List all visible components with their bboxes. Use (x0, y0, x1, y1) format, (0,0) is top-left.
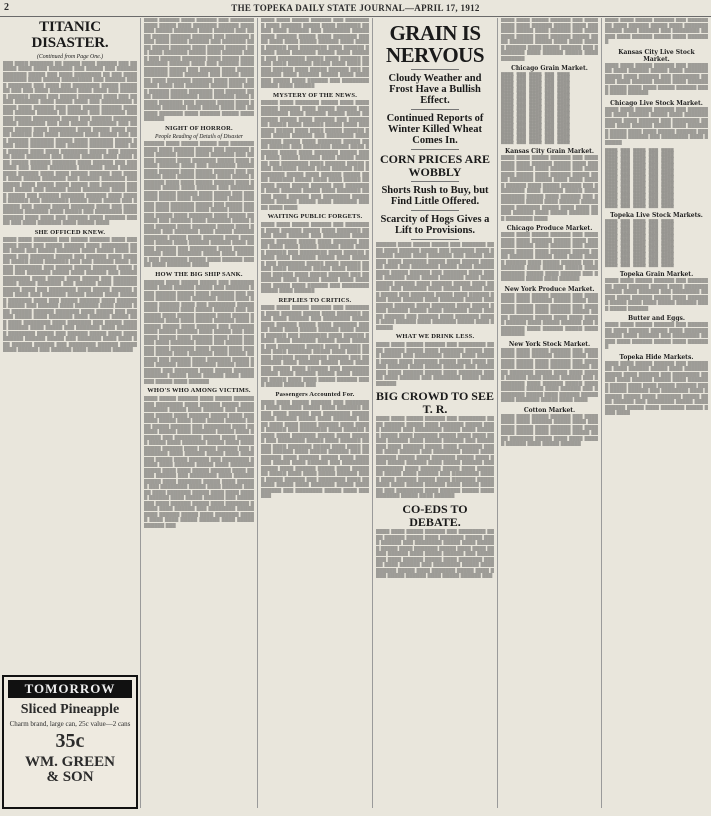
big-crowd-headline: BIG CROWD TO SEE T. R. (376, 389, 494, 416)
article-body-text: ▒▒▒▒ ▒▒▒▒▒▒ ▒▒▒▒ ▒▒▒▒▒▒ ▒▒▒ ▒▒▒▒▒▒▒ ▒▒▒▒ ▒▒▒▒▒ ▒▒▒▒ ▒▒▒▒▒▒▒ ▒▒▒▒▒▒ ▒▒▒▒ ▒▒▒ ▒▒▒▒▒ ▒▒▒▒▒▒▒ ▒▒▒▒ ▒▒▒▒▒▒ ▒▒▒ ▒▒▒▒ ▒▒▒▒▒ ▒▒▒▒▒▒ ▒▒▒▒▒▒ ▒▒▒ ▒▒▒▒▒▒▒ ▒▒▒▒ ▒▒▒▒ ▒▒▒▒▒ ▒▒▒▒▒▒ ▒▒▒ ▒▒▒▒▒▒▒ ▒▒▒▒ ▒▒▒▒▒ ▒▒▒▒▒▒ ▒▒▒▒ ▒▒▒▒▒ ▒▒▒▒▒▒ ▒▒▒ ▒▒▒▒ ▒▒▒▒▒▒▒ ▒▒▒▒▒ ▒▒▒▒ ▒▒▒▒▒▒ ▒▒▒▒ ▒▒▒ ▒▒▒▒▒▒ ▒▒▒▒▒▒▒ ▒▒▒▒ ▒▒▒▒▒ ▒▒▒▒ ▒▒▒▒▒▒▒ ▒▒▒▒▒▒ ▒▒▒▒ ▒▒▒ ▒▒▒▒▒▒ ▒▒▒▒ ▒▒▒▒▒▒▒ ▒▒▒▒▒ ▒▒▒ ▒▒▒▒▒▒ ▒▒▒▒ ▒▒▒▒▒ ▒▒▒▒▒▒▒ ▒▒▒▒ ▒▒▒▒▒▒▒ ▒▒▒ ▒▒▒▒▒ ▒▒▒▒▒▒ ▒▒▒▒ ▒▒▒▒▒▒▒ ▒▒▒▒▒▒ ▒▒▒▒ ▒▒▒▒▒ ▒▒▒▒▒▒ ▒▒▒▒ ▒▒▒ ▒▒▒▒▒▒▒ ▒▒▒▒▒ ▒▒▒▒ ▒▒▒▒ ▒▒▒▒▒▒ ▒▒▒▒▒ ▒▒▒▒▒▒▒ ▒▒▒ ▒▒▒▒▒▒ ▒▒▒▒ ▒▒▒▒▒ ▒▒▒▒▒▒▒▒ ▒▒▒▒ ▒▒▒▒▒▒ ▒▒▒▒ ▒▒▒▒▒ ▒▒▒▒▒▒▒ ▒▒▒ ▒▒▒▒▒▒ ▒▒▒▒▒ ▒▒▒▒ ▒▒▒▒▒▒ ▒▒▒▒▒▒▒ ▒▒▒▒ ▒▒▒▒▒ ▒▒▒▒ ▒▒▒ ▒▒▒▒▒▒ ▒▒▒▒▒▒▒ ▒▒▒▒ ▒▒▒▒▒▒ ▒▒▒▒▒ ▒▒▒▒ ▒▒▒▒▒▒ (144, 18, 254, 122)
article-body-text: ▒▒▒▒▒▒ ▒▒▒▒ ▒▒▒▒▒ ▒▒▒▒▒ ▒▒▒ ▒▒▒▒▒▒▒ ▒▒▒▒ ▒▒▒▒ ▒▒▒▒▒▒ ▒▒▒▒▒ ▒▒▒ ▒▒▒▒▒▒▒ ▒▒▒▒ ▒▒▒▒▒▒ ▒▒▒▒▒ ▒▒▒▒ ▒▒▒▒▒▒▒ ▒▒▒ ▒▒▒▒▒ ▒▒▒▒▒▒ ▒▒▒▒ ▒▒▒▒▒▒▒ ▒▒▒▒▒ ▒▒▒▒ ▒▒▒▒▒ ▒▒▒▒▒▒ ▒▒▒▒ ▒▒▒ ▒▒▒▒▒▒▒▒ ▒▒▒▒▒ ▒▒▒▒ ▒▒▒▒▒▒ ▒▒▒▒ ▒▒▒▒▒ ▒▒▒▒▒▒ ▒▒▒ ▒▒▒▒▒▒▒ ▒▒▒▒ ▒▒▒▒▒ ▒▒▒▒▒▒ ▒▒▒▒ ▒▒▒▒▒ ▒▒▒▒▒▒▒ ▒▒▒▒ ▒▒▒▒ ▒▒▒▒▒ ▒▒▒▒▒▒ ▒▒▒▒ ▒▒▒▒▒▒ ▒▒▒▒▒ ▒▒▒▒ ▒▒▒▒▒▒ ▒▒▒ ▒▒▒▒▒▒▒ ▒▒▒▒ ▒▒▒▒▒ ▒▒▒▒▒▒ ▒▒▒▒ ▒▒▒▒▒ ▒▒▒ ▒▒▒▒▒▒▒ ▒▒▒▒▒ ▒▒▒▒ ▒▒▒▒▒▒ ▒▒▒▒ ▒▒▒▒ ▒▒▒▒▒▒ ▒▒▒▒ ▒▒▒▒▒▒▒ ▒▒▒▒▒ ▒▒▒ ▒▒▒▒▒ ▒▒▒▒▒▒ ▒▒▒▒ ▒▒▒▒▒▒▒ ▒▒▒▒ ▒▒▒▒▒ ▒▒▒▒ ▒▒▒▒▒▒ ▒▒▒▒▒ ▒▒▒▒ ▒▒▒▒▒▒▒ ▒▒▒▒ ▒▒▒▒▒ ▒▒▒▒▒▒ ▒▒▒ ▒▒▒▒▒▒ ▒▒▒▒ ▒▒▒▒▒▒▒ ▒▒▒▒▒ ▒▒▒▒ ▒▒▒▒▒▒ ▒▒▒▒ ▒▒▒▒▒▒▒ ▒▒▒▒▒ ▒▒▒▒ ▒▒▒▒▒▒ ▒▒▒ ▒▒▒▒▒▒▒ ▒▒▒▒ ▒▒▒▒▒ ▒▒▒▒▒▒ ▒▒▒▒▒▒▒ ▒▒▒▒▒ ▒▒▒▒ ▒▒▒▒▒▒ ▒▒▒▒ ▒▒▒▒▒▒▒ ▒▒▒▒▒ ▒▒▒▒ ▒▒▒▒▒▒ ▒▒▒▒▒▒ ▒▒▒▒ ▒▒▒▒▒ ▒▒▒▒▒▒ ▒▒▒ ▒▒▒▒▒▒▒▒ ▒▒▒▒ ▒▒▒▒▒▒ ▒▒▒▒▒ ▒▒▒▒ ▒▒▒▒▒▒▒ ▒▒▒▒▒ ▒▒▒▒ ▒▒▒▒▒▒ ▒▒▒ ▒▒▒▒▒▒▒▒ ▒▒▒▒▒ ▒▒▒▒ ▒▒▒▒▒▒ ▒▒▒▒▒ ▒▒▒▒ ▒▒▒▒▒▒▒ ▒▒▒▒▒ (144, 142, 254, 269)
subhead-what-we-drink: WHAT WE DRINK LESS. (395, 333, 475, 341)
article-body-text: ▒▒▒▒ ▒▒▒▒▒ ▒▒▒▒▒▒ ▒▒▒▒ ▒▒▒▒▒ ▒▒▒▒▒▒ ▒▒▒ ▒▒▒▒▒▒▒▒ ▒▒▒▒ ▒▒▒▒▒▒ ▒▒▒▒▒ ▒▒▒▒ ▒▒▒▒▒▒▒ ▒▒▒▒▒ ▒▒▒▒ ▒▒▒▒▒▒ ▒▒▒ ▒▒▒▒▒▒▒▒ ▒▒▒▒▒ ▒▒▒▒ ▒▒▒▒▒▒ ▒▒▒▒▒ ▒▒▒▒ ▒▒▒▒▒▒▒ ▒▒▒▒▒ ▒▒▒▒ ▒▒▒▒ ▒▒▒▒▒ ▒▒▒▒▒▒ ▒▒▒▒ ▒▒▒▒▒ ▒▒▒▒▒▒ ▒▒▒ ▒▒▒▒▒▒▒▒ ▒▒▒▒ ▒▒▒▒▒▒ ▒▒▒▒▒ ▒▒▒▒ ▒▒▒▒▒▒▒ ▒▒▒▒▒ ▒▒▒▒ ▒▒▒▒▒▒ ▒▒▒ ▒▒▒▒▒▒▒▒ ▒▒▒▒▒ ▒▒▒▒ ▒▒▒▒▒▒ ▒▒▒▒▒ ▒▒▒▒ ▒▒▒▒▒▒▒ ▒▒▒▒▒ ▒▒▒▒ ▒▒▒▒ ▒▒▒▒▒ ▒▒▒▒▒▒ ▒▒▒▒ ▒▒▒▒▒ ▒▒▒▒▒▒ ▒▒▒ ▒▒▒▒▒▒▒▒ ▒▒▒▒ ▒▒▒▒▒▒ ▒▒▒▒▒ ▒▒▒▒ ▒▒▒▒▒▒▒ ▒▒▒▒▒ ▒▒▒▒ ▒▒▒▒▒▒ ▒▒▒ ▒▒▒▒▒▒▒▒ ▒▒▒▒▒ ▒▒▒▒ ▒▒▒▒▒▒ ▒▒▒▒▒ ▒▒▒▒ ▒▒▒▒▒▒▒ ▒▒▒▒▒ ▒▒▒▒ ▒▒▒▒ ▒▒▒▒▒ ▒▒▒▒▒▒ ▒▒▒▒ ▒▒▒▒▒ ▒▒▒▒▒▒ ▒▒▒ ▒▒▒▒▒▒▒▒ ▒▒▒▒ ▒▒▒▒▒▒ ▒▒▒▒▒ ▒▒▒▒ ▒▒▒▒▒▒▒ ▒▒▒▒▒ ▒▒▒▒ ▒▒▒▒▒▒ ▒▒▒ ▒▒▒▒▒▒▒▒ ▒▒▒▒▒ ▒▒▒▒ ▒▒▒▒▒▒ ▒▒▒▒▒ ▒▒▒▒ ▒▒▒▒▒▒▒ ▒▒▒▒▒ ▒▒▒▒ ▒▒▒▒ ▒▒▒▒▒ ▒▒▒▒▒▒ ▒▒▒▒ ▒▒▒▒▒ ▒▒▒▒▒▒ ▒▒▒ ▒▒▒▒▒▒▒▒ ▒▒▒▒ ▒▒▒▒▒▒ ▒▒▒▒▒ ▒▒▒▒ ▒▒▒▒▒▒▒ ▒▒▒▒▒ ▒▒▒▒ ▒▒▒▒▒▒ ▒▒▒ ▒▒▒▒▒▒▒▒ ▒▒▒▒▒ ▒▒▒▒ ▒▒▒▒▒▒ ▒▒▒▒▒ ▒▒▒▒ ▒▒▒▒▒▒▒ ▒▒▒▒▒ ▒▒▒▒ ▒▒▒▒ ▒▒▒▒▒ ▒▒▒▒▒▒ ▒▒▒▒ ▒▒▒▒▒ ▒▒▒▒▒▒ ▒▒▒ (144, 397, 254, 529)
subhead: WAITING PUBLIC FORGETS. (267, 213, 363, 221)
ad-description: Charm brand, large can, 25c value—2 cans (9, 720, 131, 728)
article-body-text: ▒▒▒▒ ▒▒▒▒ ▒▒▒▒▒ ▒▒▒▒▒▒ ▒▒▒ ▒▒▒▒▒▒▒▒ ▒▒▒▒ ▒▒▒▒▒▒ ▒▒▒▒▒ ▒▒▒▒ ▒▒▒▒▒▒▒ ▒▒▒▒▒ ▒▒▒▒ ▒▒▒▒▒▒ ▒▒▒ ▒▒▒▒▒▒▒▒ ▒▒▒▒▒ ▒▒▒▒ ▒▒▒▒▒▒ ▒▒▒▒▒ ▒▒▒▒ ▒▒▒▒▒▒▒ ▒▒▒▒▒ ▒▒▒▒ ▒▒▒▒ ▒▒▒▒▒ ▒▒▒▒▒▒ ▒▒▒▒ ▒▒▒▒▒ ▒▒▒▒▒▒ ▒▒▒ ▒▒▒▒▒▒▒▒ ▒▒▒▒ ▒▒▒▒▒▒ ▒▒▒▒▒ ▒▒▒▒ ▒▒▒▒▒▒▒ ▒▒▒▒▒ ▒▒▒▒ ▒▒▒▒▒▒ ▒▒▒ ▒▒▒▒▒▒▒▒ ▒▒▒▒▒ ▒▒▒▒ ▒▒▒▒▒▒ (376, 343, 494, 387)
headline-deck: Scarcity of Hogs Gives a Lift to Provisions. (380, 214, 490, 237)
article-body-text: ▒▒▒▒▒ ▒▒▒▒ ▒▒▒▒▒▒▒ ▒▒▒▒▒ ▒▒▒▒ ▒▒▒▒ ▒▒▒▒▒ ▒▒▒▒▒▒ ▒▒▒▒ ▒▒▒▒▒ ▒▒▒▒▒▒ ▒▒▒ ▒▒▒▒▒▒▒▒ ▒▒▒▒ ▒▒▒▒▒▒ ▒▒▒▒▒ ▒▒▒▒ ▒▒▒▒▒▒▒ ▒▒▒▒▒ ▒▒▒▒ ▒▒▒▒▒▒ ▒▒▒ ▒▒▒▒▒▒▒▒ ▒▒▒▒▒ ▒▒▒▒ ▒▒▒▒▒▒ ▒▒▒▒▒ ▒▒▒▒ ▒▒▒▒▒▒▒ ▒▒▒▒▒ ▒▒▒▒ ▒▒▒▒ ▒▒▒▒▒ ▒▒▒▒▒▒ ▒▒▒▒ ▒▒▒▒▒ ▒▒▒▒▒▒ ▒▒▒ ▒▒▒▒▒▒▒▒ ▒▒▒▒ ▒▒▒▒▒▒ ▒▒▒▒▒ ▒▒▒▒ ▒▒▒▒▒▒▒ ▒▒▒▒▒ ▒▒▒▒ ▒▒▒▒▒▒ ▒▒▒ ▒▒▒▒▒▒▒▒ ▒▒▒▒▒ ▒▒▒▒ ▒▒▒▒▒▒ ▒▒▒▒▒ ▒▒▒▒ ▒▒▒▒▒▒▒ ▒▒▒▒▒ ▒▒▒▒ ▒▒▒▒ ▒▒▒▒▒ ▒▒▒▒▒▒ ▒▒▒▒ ▒▒▒▒▒ ▒▒▒▒▒▒ ▒▒▒ ▒▒▒▒▒▒▒▒ ▒▒▒▒ ▒▒▒▒▒▒ ▒▒▒▒▒ ▒▒▒▒ ▒▒▒▒▒▒▒ ▒▒▒▒▒ ▒▒▒▒ ▒▒▒▒▒▒ ▒▒▒ ▒▒▒▒▒▒▒▒ ▒▒▒▒▒ ▒▒▒▒ ▒▒▒▒▒▒ ▒▒▒▒▒ ▒▒▒▒ ▒▒▒▒▒▒▒ ▒▒▒▒▒ ▒▒▒▒ ▒▒▒▒ ▒▒▒▒▒ ▒▒▒▒▒▒ ▒▒▒▒ ▒▒▒▒▒ ▒▒▒▒▒▒ ▒▒▒ ▒▒▒▒▒▒▒▒ ▒▒▒▒ ▒▒▒▒▒▒ ▒▒▒▒▒ ▒▒▒▒ ▒▒▒▒▒▒▒ ▒▒▒▒▒ ▒▒▒▒ ▒▒▒▒▒▒ ▒▒▒ ▒▒▒▒▒▒▒▒ ▒▒▒▒▒ ▒▒▒▒ ▒▒▒▒▒▒ ▒▒▒▒▒ ▒▒▒▒ ▒▒▒▒▒▒▒ ▒▒▒▒▒ ▒▒▒▒ ▒▒▒▒ (261, 101, 369, 211)
market-text: ▒▒▒▒ ▒▒▒▒ ▒▒▒▒▒ ▒▒▒▒▒▒ ▒▒▒ ▒▒▒▒▒▒▒▒ ▒▒▒▒ ▒▒▒▒▒▒ ▒▒▒▒▒ ▒▒▒▒ ▒▒▒▒▒▒▒ ▒▒▒▒▒ ▒▒▒▒ ▒▒▒▒▒▒ ▒▒▒ ▒▒▒▒▒▒▒▒ ▒▒▒▒▒ ▒▒▒▒ ▒▒▒▒▒▒ ▒▒▒▒▒ ▒▒▒▒ ▒▒▒▒▒▒▒ ▒▒▒▒▒ ▒▒▒▒ ▒▒▒▒ ▒▒▒▒▒ ▒▒▒▒▒▒ ▒▒▒▒ ▒▒▒▒▒ ▒▒▒▒▒▒ ▒▒▒ ▒▒▒▒▒▒▒▒ ▒▒▒▒ ▒▒▒▒▒▒ ▒▒▒▒▒ ▒▒▒▒ ▒▒▒▒▒▒▒ (501, 293, 598, 337)
article-body-text: ▒▒▒ ▒▒▒▒ ▒▒▒▒▒▒▒ ▒▒ ▒▒▒▒▒ ▒▒▒▒ ▒▒▒▒▒▒ ▒▒▒ ▒▒▒▒▒▒ ▒▒▒▒ ▒▒▒▒ ▒▒▒▒▒▒▒ ▒▒▒ ▒▒▒▒▒ ▒▒▒ ▒▒▒▒▒▒ ▒▒▒▒▒▒▒ ▒▒▒▒▒ ▒▒▒ ▒▒▒▒ ▒▒▒▒▒▒▒▒ ▒▒ ▒▒▒ ▒▒▒▒ ▒▒▒▒▒▒▒ ▒▒▒▒ ▒▒▒▒▒ ▒▒▒▒▒▒▒▒▒ ▒▒▒ ▒▒▒▒▒▒ ▒▒▒▒ ▒▒▒▒▒▒▒ ▒▒▒ ▒▒▒▒ ▒▒▒ ▒▒▒▒▒▒▒▒ ▒▒▒▒▒ ▒▒▒▒▒▒▒ ▒▒▒ ▒▒▒ ▒▒▒▒ ▒▒▒▒▒▒▒▒ ▒▒▒▒ ▒▒▒▒ ▒▒▒ ▒▒▒▒▒▒ ▒▒▒▒▒▒ ▒▒▒▒▒ ▒▒▒ ▒▒▒▒▒ ▒▒▒▒▒▒▒ ▒▒▒▒ ▒▒▒ ▒▒▒▒▒ ▒▒▒▒▒▒▒ ▒▒▒▒ ▒▒▒▒▒ ▒▒▒▒ ▒▒▒ ▒▒▒▒▒▒▒▒▒ ▒▒▒▒▒ ▒▒▒▒ ▒▒▒▒▒▒ ▒▒▒ ▒▒▒▒ ▒▒▒▒▒ ▒▒▒▒▒▒ ▒▒▒▒ ▒▒▒ ▒▒▒▒▒▒ ▒▒▒▒▒▒ ▒▒ ▒▒▒▒▒▒ ▒▒▒ ▒▒▒▒▒▒▒ ▒▒▒ ▒▒▒ ▒▒▒▒▒ ▒▒▒▒▒▒▒▒ ▒▒▒▒▒ ▒▒▒ ▒▒▒▒▒▒ ▒▒▒▒▒▒▒ ▒▒▒▒ ▒▒▒▒▒▒▒▒ ▒▒▒ ▒▒▒ ▒▒▒▒▒ ▒▒▒▒▒▒▒▒ ▒▒▒ ▒▒▒▒▒ ▒▒▒▒▒ ▒▒▒▒ ▒▒▒▒▒▒▒▒ ▒▒▒▒ ▒▒▒▒▒ ▒▒▒▒ ▒▒▒▒▒ ▒▒▒▒▒▒ ▒▒▒ ▒▒▒▒ ▒▒▒▒▒▒▒ ▒▒▒▒ ▒▒▒▒▒ ▒▒▒ ▒▒▒ ▒▒▒▒▒▒ ▒▒▒▒▒▒▒ ▒▒▒▒▒ ▒▒▒▒ ▒▒▒▒▒▒▒ ▒▒▒▒▒ ▒▒▒▒ ▒▒▒▒ ▒▒▒▒▒▒▒ ▒▒▒ ▒▒▒▒▒▒ ▒▒▒▒▒▒▒ ▒▒▒▒ ▒▒▒ ▒▒▒▒▒▒ ▒▒▒▒ ▒▒▒▒ ▒▒▒▒▒▒▒▒ ▒▒▒▒▒ ▒▒▒ ▒▒▒▒▒▒▒ ▒▒▒▒ ▒▒▒▒▒▒▒ ▒▒▒ ▒▒▒▒▒ ▒▒▒▒▒▒ ▒▒▒▒ ▒▒▒▒ ▒▒▒ ▒▒▒▒▒ ▒▒▒▒▒▒ ▒▒▒▒▒▒▒ ▒▒▒▒ ▒▒▒▒▒▒ ▒▒▒ ▒▒▒▒▒▒▒ ▒▒▒ ▒▒▒▒▒ ▒▒▒▒▒▒▒▒ ▒▒▒▒▒▒▒ ▒▒▒▒ ▒▒▒▒▒ ▒▒▒▒ ▒▒▒▒▒▒ ▒▒▒▒ ▒▒▒▒ ▒▒▒▒▒ ▒▒▒▒▒▒ ▒▒▒ ▒▒▒▒▒ ▒▒▒▒ ▒▒▒▒▒ ▒▒▒▒▒▒▒ ▒▒▒ ▒▒▒▒▒▒ ▒▒▒▒▒▒▒ ▒▒▒▒▒▒▒▒ ▒▒▒▒ ▒▒▒▒▒ ▒▒▒▒ ▒▒▒▒▒ ▒▒▒ ▒▒▒▒▒▒▒ ▒▒▒▒▒▒ ▒▒▒▒▒ ▒▒▒ ▒▒▒▒▒▒ ▒▒▒▒ ▒▒▒▒▒▒▒▒ ▒▒▒▒ ▒▒▒▒ ▒▒▒▒▒ ▒▒▒ ▒▒▒▒▒▒ ▒▒▒▒▒▒▒ ▒▒▒▒▒▒ ▒▒▒▒ ▒▒▒▒▒ ▒▒▒▒▒▒ ▒▒▒ ▒▒▒▒▒▒▒▒ ▒▒▒▒▒ ▒▒▒▒ ▒▒▒▒▒ ▒▒▒ ▒▒▒▒▒▒ ▒▒▒ ▒▒▒▒▒ ▒▒▒▒▒ ▒▒▒▒▒▒▒ ▒▒▒▒ ▒▒▒ ▒▒▒▒ ▒▒▒▒▒▒ ▒▒▒▒▒▒▒ ▒▒▒▒ ▒▒▒▒▒ ▒▒▒ ▒▒▒▒▒▒▒▒ ▒▒▒▒ ▒▒▒▒▒▒ ▒▒▒▒ ▒▒▒▒ ▒▒▒ ▒▒▒▒▒▒ ▒▒▒▒ ▒▒▒▒▒▒ ▒▒▒▒▒ ▒▒▒ ▒▒▒▒ ▒▒▒▒▒▒▒ ▒▒▒▒ ▒▒▒▒▒ ▒▒▒▒ (3, 61, 137, 227)
market-heading: Chicago Grain Market. (511, 65, 588, 72)
article-body-text: ▒▒▒▒ ▒▒▒▒ ▒▒▒▒▒ ▒▒▒▒▒▒ ▒▒▒ ▒▒▒▒▒▒▒▒ ▒▒▒▒ ▒▒▒▒▒▒ ▒▒▒▒▒ ▒▒▒▒ ▒▒▒▒▒▒▒ ▒▒▒▒▒ ▒▒▒▒ ▒▒▒▒▒▒ ▒▒▒ ▒▒▒▒▒▒▒▒ ▒▒▒▒▒ ▒▒▒▒ ▒▒▒▒▒▒ ▒▒▒▒▒ ▒▒▒▒ ▒▒▒▒▒▒▒ ▒▒▒▒▒ ▒▒▒▒ ▒▒▒▒ ▒▒▒▒▒ ▒▒▒▒▒▒ ▒▒▒▒ ▒▒▒▒▒ ▒▒▒▒▒▒ ▒▒▒ ▒▒▒▒▒▒▒▒ ▒▒▒▒ ▒▒▒▒▒▒ ▒▒▒▒▒ ▒▒▒▒ ▒▒▒▒▒▒▒ ▒▒▒▒▒ ▒▒▒▒ ▒▒▒▒▒▒ ▒▒▒ ▒▒▒▒▒▒▒▒ ▒▒▒▒▒ ▒▒▒▒ ▒▒▒▒▒▒ ▒▒▒▒▒ ▒▒▒▒ ▒▒▒▒▒▒▒ ▒▒▒▒▒ ▒▒▒▒ ▒▒▒▒ ▒▒▒▒▒ ▒▒▒▒▒▒ ▒▒▒▒ ▒▒▒▒▒ ▒▒▒▒▒▒ ▒▒▒ ▒▒▒▒▒▒▒▒ ▒▒▒▒ ▒▒▒▒▒▒ ▒▒▒▒▒ ▒▒▒▒ ▒▒▒▒▒▒▒ ▒▒▒▒▒ ▒▒▒▒ ▒▒▒▒▒▒ ▒▒▒ ▒▒▒▒▒▒▒▒ ▒▒▒▒▒ ▒▒▒▒ ▒▒▒▒▒▒ (261, 18, 369, 89)
subhead: SHE OFFICED KNEW. (34, 228, 106, 236)
column-2 (141, 18, 257, 808)
divider (411, 181, 458, 182)
market-heading: Cotton Market. (523, 406, 576, 414)
market-heading: Topeka Hide Markets. (619, 353, 694, 361)
subhead: REPLIES TO CRITICS. (278, 296, 352, 304)
article-body-text: ▒▒▒▒ ▒▒▒▒ ▒▒▒▒▒▒▒ ▒▒▒ ▒▒▒▒▒ ▒▒▒▒▒▒ ▒▒▒▒ ▒▒▒▒▒▒▒ ▒▒▒▒ ▒▒▒ ▒▒▒▒▒ ▒▒▒▒▒▒ ▒▒▒▒ ▒▒▒▒▒▒▒▒ ▒▒▒▒ ▒▒▒▒ ▒▒▒ ▒▒▒▒▒ ▒▒▒▒▒▒▒ ▒▒▒▒ ▒▒▒▒▒ ▒▒▒▒ ▒▒▒▒▒▒ ▒▒▒ ▒▒▒▒▒▒▒ ▒▒▒▒▒ ▒▒▒ ▒▒▒▒▒▒ ▒▒▒▒ ▒▒▒▒▒▒ ▒▒▒▒▒ ▒▒▒▒ ▒▒▒▒▒▒▒ ▒▒▒ ▒▒▒ ▒▒▒▒▒▒ ▒▒▒▒ ▒▒▒▒▒ ▒▒▒▒▒▒▒▒ ▒▒▒ ▒▒▒▒▒ ▒▒▒▒▒ ▒▒▒▒▒▒▒ ▒▒▒▒ ▒▒▒▒ ▒▒▒ ▒▒▒▒▒▒▒ ▒▒▒▒▒ ▒▒▒▒ ▒▒▒▒▒▒ ▒▒▒ ▒▒▒▒▒ ▒▒▒▒▒▒▒▒ ▒▒▒▒ ▒▒▒▒▒ ▒▒▒▒ ▒▒▒▒▒ ▒▒▒ ▒▒▒▒▒▒▒ ▒▒▒▒ ▒▒▒▒▒ ▒▒▒▒▒▒▒ ▒▒▒ ▒▒▒▒▒▒ ▒▒▒▒ ▒▒▒▒▒▒▒ ▒▒▒▒▒ ▒▒▒▒ ▒▒▒ ▒▒▒▒▒▒▒▒ ▒▒▒▒ ▒▒▒▒▒ ▒▒▒▒▒▒ ▒▒▒▒ ▒▒▒▒ ▒▒▒ ▒▒▒▒▒▒▒ ▒▒▒▒▒ ▒▒▒▒▒ ▒▒▒▒ ▒▒▒▒▒▒ ▒▒▒▒▒▒▒ ▒▒▒▒ ▒▒▒ ▒▒▒▒▒ ▒▒▒▒▒▒ ▒▒▒▒ ▒▒▒▒▒▒▒ ▒▒▒▒▒ ▒▒▒ ▒▒▒▒▒▒ ▒▒▒▒ ▒▒▒▒▒▒▒ ▒▒▒▒ ▒▒▒▒▒ ▒▒▒ ▒▒▒▒▒▒ ▒▒▒▒▒▒ ▒▒▒▒▒▒▒ ▒▒▒▒ ▒▒▒▒▒ ▒▒▒ ▒▒▒▒▒▒ ▒▒▒▒▒ ▒▒▒▒ ▒▒▒▒▒▒▒ ▒▒▒▒ ▒▒▒▒▒▒ ▒▒▒▒▒ ▒▒▒ ▒▒▒▒ ▒▒▒▒▒▒▒▒ ▒▒▒▒ ▒▒▒▒▒▒▒ ▒▒▒ ▒▒▒▒▒ ▒▒▒▒▒ ▒▒▒▒▒▒ ▒▒▒▒ ▒▒▒▒▒ ▒▒▒ ▒▒▒▒▒▒▒ ▒▒▒▒ ▒▒▒▒▒▒▒ ▒▒▒▒▒▒▒▒ ▒▒▒▒▒ ▒▒▒ ▒▒▒▒▒▒ ▒▒▒▒▒ ▒▒▒▒ ▒▒▒▒ ▒▒▒▒▒▒ ▒▒▒▒▒▒ ▒▒▒▒▒ ▒▒▒ ▒▒▒▒▒▒▒ ▒▒▒▒ ▒▒▒▒ ▒▒▒ ▒▒▒▒▒▒ ▒▒▒▒▒▒ ▒▒▒ ▒▒▒▒▒▒▒▒ ▒▒▒▒▒▒ ▒▒▒▒▒ ▒▒▒▒ ▒▒▒▒▒▒ ▒▒▒ ▒▒▒▒▒▒ ▒▒▒▒ ▒▒▒▒▒▒▒ ▒▒▒▒▒▒ (3, 238, 137, 354)
subhead-deck: People Reading of Details of Disaster (154, 134, 244, 141)
column-5 (498, 18, 601, 808)
article-body-text: ▒▒▒▒▒▒ ▒▒▒▒ ▒▒▒▒▒ ▒▒▒▒▒ ▒▒▒ ▒▒▒▒▒▒▒ ▒▒▒▒ ▒▒▒▒ ▒▒▒▒▒▒ ▒▒▒▒▒ ▒▒▒ ▒▒▒▒▒▒▒ ▒▒▒▒ ▒▒▒▒▒▒ ▒▒▒▒▒ ▒▒▒▒ ▒▒▒▒▒▒▒ ▒▒▒ ▒▒▒▒▒ ▒▒▒▒▒▒ ▒▒▒▒ ▒▒▒▒▒▒▒ ▒▒▒▒▒ ▒▒▒▒ ▒▒▒▒▒ ▒▒▒▒▒▒ ▒▒▒▒ ▒▒▒ ▒▒▒▒▒▒▒▒ ▒▒▒▒▒ ▒▒▒▒ ▒▒▒▒▒▒ ▒▒▒▒ ▒▒▒▒▒ ▒▒▒▒▒▒ ▒▒▒ ▒▒▒▒▒▒▒ ▒▒▒▒ ▒▒▒▒▒ ▒▒▒▒▒▒ ▒▒▒▒ ▒▒▒▒▒ ▒▒▒▒▒▒▒ ▒▒▒▒ ▒▒▒▒ ▒▒▒▒▒ ▒▒▒▒▒▒ ▒▒▒▒ ▒▒▒▒▒▒ ▒▒▒▒▒ ▒▒▒▒ ▒▒▒▒▒▒ ▒▒▒ ▒▒▒▒▒▒▒ ▒▒▒▒ ▒▒▒▒▒ ▒▒▒▒▒▒ ▒▒▒▒ ▒▒▒▒▒ ▒▒▒ ▒▒▒▒▒▒▒ ▒▒▒▒▒ ▒▒▒▒ ▒▒▒▒▒▒ ▒▒▒▒ ▒▒▒▒ ▒▒▒▒▒▒ ▒▒▒▒ ▒▒▒▒▒▒▒ ▒▒▒▒▒ ▒▒▒ ▒▒▒▒▒ ▒▒▒▒▒▒ ▒▒▒▒ ▒▒▒▒▒▒▒ ▒▒▒▒ ▒▒▒▒▒ ▒▒▒▒ ▒▒▒▒▒▒ ▒▒▒▒▒ ▒▒▒▒ ▒▒▒▒▒▒▒ ▒▒▒▒ ▒▒▒▒▒ ▒▒▒▒▒▒ ▒▒▒ ▒▒▒▒▒▒ ▒▒▒▒ ▒▒▒▒▒▒▒ ▒▒▒▒▒ ▒▒▒▒ ▒▒▒▒▒▒ ▒▒▒▒ ▒▒▒▒▒▒▒ ▒▒▒▒▒ ▒▒▒▒ ▒▒▒▒▒▒ ▒▒▒ ▒▒▒▒▒▒▒ ▒▒▒▒ ▒▒▒▒▒ ▒▒▒▒▒▒ ▒▒▒▒▒▒▒ ▒▒▒▒▒ ▒▒▒▒ ▒▒▒▒▒▒ ▒▒▒▒ ▒▒▒▒▒▒▒ ▒▒▒▒▒ ▒▒▒▒ ▒▒▒▒▒▒ (144, 280, 254, 385)
market-text: ▒▒▒▒ ▒▒▒▒ ▒▒▒▒▒ ▒▒▒▒▒▒ ▒▒▒ ▒▒▒▒▒▒▒▒ ▒▒▒▒ ▒▒▒▒▒▒ ▒▒▒▒▒ ▒▒▒▒ ▒▒▒▒▒▒▒ ▒▒▒▒▒ ▒▒▒▒ ▒▒▒▒▒▒ ▒▒▒ ▒▒▒▒▒▒▒▒ ▒▒▒▒▒ ▒▒▒▒ ▒▒▒▒▒▒ ▒▒▒▒▒ ▒▒▒▒ ▒▒▒▒▒▒▒ ▒▒▒▒▒ ▒▒▒▒ ▒▒▒▒ ▒▒▒▒▒ ▒▒▒▒▒▒ ▒▒▒▒ ▒▒▒▒▒ ▒▒▒▒▒▒ ▒▒▒ ▒▒▒▒▒▒▒▒ ▒▒▒▒ ▒▒▒▒▒▒ ▒▒▒▒▒ ▒▒▒▒ ▒▒▒▒▒▒▒ ▒▒▒▒▒ ▒▒▒▒ ▒▒▒▒▒▒ ▒▒▒ ▒▒▒▒▒▒▒▒ ▒▒▒▒▒ ▒▒▒▒ ▒▒▒▒▒▒ ▒▒▒▒▒ ▒▒▒▒ ▒▒▒▒▒▒▒ ▒▒▒▒▒ ▒▒▒▒ ▒▒▒▒ ▒▒▒▒▒ ▒▒▒▒▒▒ ▒▒▒▒ ▒▒▒▒▒ ▒▒▒▒▒▒ ▒▒▒ ▒▒▒▒▒▒▒▒ ▒▒▒▒ (501, 156, 598, 222)
subhead-night-of-horror: NIGHT OF HORROR. (165, 124, 233, 132)
market-table: ▒▒▒▒ ▒▒▒ ▒▒▒▒ ▒▒▒ ▒▒▒▒ ▒▒▒▒ ▒▒▒ ▒▒▒▒ ▒▒▒ ▒▒▒▒ ▒▒▒▒ ▒▒▒ ▒▒▒▒ ▒▒▒ ▒▒▒▒ ▒▒▒▒ ▒▒▒ ▒▒▒▒ ▒▒▒ ▒▒▒▒ ▒▒▒▒ ▒▒▒ ▒▒▒▒ ▒▒▒ ▒▒▒▒ ▒▒▒▒ ▒▒▒ ▒▒▒▒ ▒▒▒ ▒▒▒▒ ▒▒▒▒ ▒▒▒ ▒▒▒▒ ▒▒▒ ▒▒▒▒ ▒▒▒▒ ▒▒▒ ▒▒▒▒ ▒▒▒ ▒▒▒▒ (605, 220, 674, 268)
market-text: ▒▒▒▒ ▒▒▒▒ ▒▒▒▒▒ ▒▒▒▒▒▒ ▒▒▒ ▒▒▒▒▒▒▒▒ ▒▒▒▒ ▒▒▒▒▒▒ ▒▒▒▒▒ ▒▒▒▒ ▒▒▒▒▒▒▒ ▒▒▒▒▒ ▒▒▒▒ ▒▒▒▒▒▒ ▒▒▒ ▒▒▒▒▒▒▒▒ ▒▒▒▒▒ ▒▒▒▒ ▒▒▒▒▒▒ ▒▒▒▒▒ ▒▒▒▒ ▒▒▒▒▒▒▒ ▒▒▒▒▒ ▒▒▒▒ ▒▒▒▒ ▒▒▒▒▒ ▒▒▒▒▒▒ ▒▒▒▒ ▒▒▒▒▒ ▒▒▒▒▒▒ (605, 63, 708, 96)
article-body-text: ▒▒▒▒ ▒▒▒▒ ▒▒▒▒▒ ▒▒▒▒▒▒ ▒▒▒ ▒▒▒▒▒▒▒▒ ▒▒▒▒ ▒▒▒▒▒▒ ▒▒▒▒▒ ▒▒▒▒ ▒▒▒▒▒▒▒ ▒▒▒▒▒ ▒▒▒▒ ▒▒▒▒▒▒ ▒▒▒ ▒▒▒▒▒▒▒▒ ▒▒▒▒▒ ▒▒▒▒ ▒▒▒▒▒▒ ▒▒▒▒▒ ▒▒▒▒ ▒▒▒▒▒▒▒ ▒▒▒▒▒ ▒▒▒▒ ▒▒▒▒ ▒▒▒▒▒ ▒▒▒▒▒▒ ▒▒▒▒ ▒▒▒▒▒ ▒▒▒▒▒▒ ▒▒▒ ▒▒▒▒▒▒▒▒ ▒▒▒▒ ▒▒▒▒▒▒ ▒▒▒▒▒ ▒▒▒▒ ▒▒▒▒▒▒▒ ▒▒▒▒▒ ▒▒▒▒ ▒▒▒▒▒▒ ▒▒▒ ▒▒▒▒▒▒▒▒ ▒▒▒▒▒ ▒▒▒▒ ▒▒▒▒▒▒ ▒▒▒▒▒ ▒▒▒▒ ▒▒▒▒▒▒▒ ▒▒▒▒▒ ▒▒▒▒ ▒▒▒▒ ▒▒▒▒▒ ▒▒▒▒▒▒ ▒▒▒▒ ▒▒▒▒▒ ▒▒▒▒▒▒ ▒▒▒ ▒▒▒▒▒▒▒▒ ▒▒▒▒ ▒▒▒▒▒▒ ▒▒▒▒▒ ▒▒▒▒ ▒▒▒▒▒▒▒ ▒▒▒▒▒ ▒▒▒▒ ▒▒▒▒▒▒ ▒▒▒ ▒▒▒▒▒▒▒▒ ▒▒▒▒▒ ▒▒▒▒ ▒▒▒▒▒▒ (261, 223, 369, 295)
market-heading: Chicago Live Stock Market. (610, 99, 703, 107)
corn-prices-headline: CORN PRICES ARE WOBBLY (379, 152, 490, 179)
ad-product: Sliced Pineapple (20, 702, 120, 717)
market-heading: New York Stock Market. (508, 340, 591, 348)
market-text: ▒▒▒▒ ▒▒▒▒ ▒▒▒▒▒ ▒▒▒▒▒▒ ▒▒▒ ▒▒▒▒▒▒▒▒ ▒▒▒▒ ▒▒▒▒▒▒ ▒▒▒▒▒ ▒▒▒▒ ▒▒▒▒▒▒▒ ▒▒▒▒▒ ▒▒▒▒ ▒▒▒▒▒▒ ▒▒▒ ▒▒▒▒▒▒▒▒ ▒▒▒▒▒ ▒▒▒▒ ▒▒▒▒▒▒ ▒▒▒▒▒ ▒▒▒▒ ▒▒▒▒▒▒▒ ▒▒▒▒▒ ▒▒▒▒ ▒▒▒▒ ▒▒▒▒▒ ▒▒▒▒▒▒ ▒▒▒▒ ▒▒▒▒▒ ▒▒▒▒▒▒ ▒▒▒ ▒▒▒▒▒▒▒▒ ▒▒▒▒ ▒▒▒▒▒▒ ▒▒▒▒▒ ▒▒▒▒ ▒▒▒▒▒▒▒ ▒▒▒▒▒ ▒▒▒▒ ▒▒▒▒▒▒ ▒▒▒ ▒▒▒▒▒▒▒▒ ▒▒▒▒▒ ▒▒▒▒ ▒▒▒▒▒▒ ▒▒▒▒▒ ▒▒▒▒ ▒▒▒▒▒▒▒ ▒▒▒▒▒ ▒▒▒▒ ▒▒▒▒ (605, 361, 708, 416)
market-heading: Butter and Eggs. (627, 315, 685, 322)
market-text: ▒▒▒▒ ▒▒▒▒ ▒▒▒▒▒ ▒▒▒▒▒▒ ▒▒▒ ▒▒▒▒▒▒▒▒ ▒▒▒▒ ▒▒▒▒▒▒ ▒▒▒▒▒ ▒▒▒▒ ▒▒▒▒▒▒▒ ▒▒▒▒▒ ▒▒▒▒ ▒▒▒▒▒▒ ▒▒▒ ▒▒▒▒▒▒▒▒ ▒▒▒▒▒ ▒▒▒▒ ▒▒▒▒▒▒ ▒▒▒▒▒ ▒▒▒▒ ▒▒▒▒▒▒▒ ▒▒▒▒▒ ▒▒▒▒ ▒▒▒▒ ▒▒▒▒▒ ▒▒▒▒▒▒ ▒▒▒▒ ▒▒▒▒▒ ▒▒▒▒▒▒ ▒▒▒ ▒▒▒▒▒▒▒▒ ▒▒▒▒ ▒▒▒▒▒▒ (605, 107, 708, 146)
market-table: ▒▒▒▒ ▒▒▒ ▒▒▒▒ ▒▒▒ ▒▒▒▒ ▒▒▒▒ ▒▒▒ ▒▒▒▒ ▒▒▒ ▒▒▒▒ ▒▒▒▒ ▒▒▒ ▒▒▒▒ ▒▒▒ ▒▒▒▒ ▒▒▒▒ ▒▒▒ ▒▒▒▒ ▒▒▒ ▒▒▒▒ ▒▒▒▒ ▒▒▒ ▒▒▒▒ ▒▒▒ ▒▒▒▒ ▒▒▒▒ ▒▒▒ ▒▒▒▒ ▒▒▒ ▒▒▒▒ ▒▒▒▒ ▒▒▒ ▒▒▒▒ ▒▒▒ ▒▒▒▒ ▒▒▒▒ ▒▒▒ ▒▒▒▒ ▒▒▒ ▒▒▒▒ ▒▒▒▒ ▒▒▒ ▒▒▒▒ ▒▒▒ ▒▒▒▒ ▒▒▒▒ ▒▒▒ ▒▒▒▒ ▒▒▒ ▒▒▒▒ (605, 149, 674, 209)
market-text: ▒▒▒▒ ▒▒▒▒ ▒▒▒▒▒ ▒▒▒▒▒▒ ▒▒▒ ▒▒▒▒▒▒▒▒ ▒▒▒▒ ▒▒▒▒▒▒ ▒▒▒▒▒ ▒▒▒▒ ▒▒▒▒▒▒▒ ▒▒▒▒▒ ▒▒▒▒ ▒▒▒▒▒▒ ▒▒▒ ▒▒▒▒▒▒▒▒ ▒▒▒▒▒ ▒▒▒▒ ▒▒▒▒▒▒ ▒▒▒▒▒ ▒▒▒▒ ▒▒▒▒▒▒▒ ▒▒▒▒▒ ▒▒▒▒ ▒▒▒▒ ▒▒▒▒▒ ▒▒▒▒▒▒ ▒▒▒▒ ▒▒▒▒▒ ▒▒▒▒▒▒ ▒▒▒ ▒▒▒▒▒▒▒▒ ▒▒▒▒ ▒▒▒▒▒▒ ▒▒▒▒▒ ▒▒▒▒ ▒▒▒▒▒▒▒ ▒▒▒▒▒ ▒▒▒▒ ▒▒▒▒▒▒ ▒▒▒ ▒▒▒▒▒▒▒▒ ▒▒▒▒▒ ▒▒▒▒ ▒▒▒▒▒▒ (501, 233, 598, 282)
ad-store-name: WM. GREEN (25, 754, 115, 770)
market-heading: New York Produce Market. (504, 285, 595, 293)
co-eds-headline: CO-EDS TO DEBATE. (402, 501, 468, 529)
divider (411, 109, 458, 110)
ad-store-name-2: & SON (46, 769, 94, 785)
divider (411, 239, 458, 240)
market-heading: Topeka Live Stock Markets. (610, 212, 703, 219)
market-heading: Topeka Grain Market. (619, 271, 694, 278)
divider (411, 69, 458, 70)
ad-tomorrow: TOMORROW (8, 680, 132, 698)
article-body-text: ▒▒▒▒ ▒▒▒▒ ▒▒▒▒▒ ▒▒▒▒▒▒ ▒▒▒ ▒▒▒▒▒▒▒▒ ▒▒▒▒ ▒▒▒▒▒▒ ▒▒▒▒▒ ▒▒▒▒ ▒▒▒▒▒▒▒ ▒▒▒▒▒ ▒▒▒▒ ▒▒▒▒▒▒ ▒▒▒ ▒▒▒▒▒▒▒▒ ▒▒▒▒▒ ▒▒▒▒ ▒▒▒▒▒▒ ▒▒▒▒▒ ▒▒▒▒ ▒▒▒▒▒▒▒ ▒▒▒▒▒ ▒▒▒▒ ▒▒▒▒ ▒▒▒▒▒ ▒▒▒▒▒▒ ▒▒▒▒ ▒▒▒▒▒ ▒▒▒▒▒▒ ▒▒▒ ▒▒▒▒▒▒▒▒ ▒▒▒▒ ▒▒▒▒▒▒ ▒▒▒▒▒ ▒▒▒▒ ▒▒▒▒▒▒▒ ▒▒▒▒▒ ▒▒▒▒ ▒▒▒▒▒▒ ▒▒▒ ▒▒▒▒▒▒▒▒ ▒▒▒▒▒ ▒▒▒▒ ▒▒▒▒▒▒ ▒▒▒▒▒ ▒▒▒▒ ▒▒▒▒▒▒▒ ▒▒▒▒▒ ▒▒▒▒ ▒▒▒▒ ▒▒▒▒▒ ▒▒▒▒▒▒ ▒▒▒▒ ▒▒▒▒▒ ▒▒▒▒▒▒ ▒▒▒ ▒▒▒▒▒▒▒▒ ▒▒▒▒ ▒▒▒▒▒▒ ▒▒▒▒▒ ▒▒▒▒ ▒▒▒▒▒▒▒ ▒▒▒▒▒ ▒▒▒▒ ▒▒▒▒▒▒ ▒▒▒ ▒▒▒▒▒▒▒▒ ▒▒▒▒▒ ▒▒▒▒ ▒▒▒▒▒▒ ▒▒▒▒▒ ▒▒▒▒ ▒▒▒▒▒▒▒ ▒▒▒▒▒ ▒▒▒▒ ▒▒▒▒ ▒▒▒▒▒ ▒▒▒▒▒▒ ▒▒▒▒ ▒▒▒▒▒ ▒▒▒▒▒▒ ▒▒▒ ▒▒▒▒▒▒▒▒ ▒▒▒▒ ▒▒▒▒▒▒ ▒▒▒▒▒ ▒▒▒▒ ▒▒▒▒▒▒▒ ▒▒▒▒▒ ▒▒▒▒ ▒▒▒▒▒▒ ▒▒▒ ▒▒▒▒▒▒▒▒ ▒▒▒▒▒ ▒▒▒▒ ▒▒▒▒▒▒ (261, 400, 369, 500)
market-heading: Chicago Produce Market. (506, 225, 593, 232)
divider (411, 149, 458, 150)
continued-note: (Continued from Page One.) (36, 53, 104, 60)
headline-deck: Shorts Rush to Buy, but Find Little Offered. (381, 185, 489, 208)
column-4 (373, 18, 497, 808)
market-table: ▒▒▒▒ ▒▒▒ ▒▒▒▒ ▒▒▒ ▒▒▒▒ ▒▒▒▒ ▒▒▒ ▒▒▒▒ ▒▒▒ ▒▒▒▒ ▒▒▒▒ ▒▒▒ ▒▒▒▒ ▒▒▒ ▒▒▒▒ ▒▒▒▒ ▒▒▒ ▒▒▒▒ ▒▒▒ ▒▒▒▒ ▒▒▒▒ ▒▒▒ ▒▒▒▒ ▒▒▒ ▒▒▒▒ ▒▒▒▒ ▒▒▒ ▒▒▒▒ ▒▒▒ ▒▒▒▒ ▒▒▒▒ ▒▒▒ ▒▒▒▒ ▒▒▒ ▒▒▒▒ ▒▒▒▒ ▒▒▒ ▒▒▒▒ ▒▒▒ ▒▒▒▒ ▒▒▒▒ ▒▒▒ ▒▒▒▒ ▒▒▒ ▒▒▒▒ ▒▒▒▒ ▒▒▒ ▒▒▒▒ ▒▒▒ ▒▒▒▒ ▒▒▒▒ ▒▒▒ ▒▒▒▒ ▒▒▒ ▒▒▒▒ ▒▒▒▒ ▒▒▒ ▒▒▒▒ ▒▒▒ ▒▒▒▒ (501, 73, 570, 145)
market-heading: Kansas City Live Stock Market. (618, 48, 695, 63)
divider (411, 210, 458, 211)
subhead: MYSTERY OF THE NEWS. (272, 91, 358, 99)
article-body-text: ▒▒▒▒ ▒▒▒▒ ▒▒▒▒▒ ▒▒▒▒▒▒ ▒▒▒ ▒▒▒▒▒▒▒▒ ▒▒▒▒ ▒▒▒▒▒▒ ▒▒▒▒▒ ▒▒▒▒ ▒▒▒▒▒▒▒ ▒▒▒▒▒ ▒▒▒▒ ▒▒▒▒▒▒ ▒▒▒ ▒▒▒▒▒▒▒▒ ▒▒▒▒▒ ▒▒▒▒ ▒▒▒▒▒▒ ▒▒▒▒▒ ▒▒▒▒ ▒▒▒▒▒▒▒ ▒▒▒▒▒ ▒▒▒▒ ▒▒▒▒ ▒▒▒▒▒ ▒▒▒▒▒▒ ▒▒▒▒ ▒▒▒▒▒ ▒▒▒▒▒▒ ▒▒▒ ▒▒▒▒▒▒▒▒ ▒▒▒▒ ▒▒▒▒▒▒ ▒▒▒▒▒ ▒▒▒▒ ▒▒▒▒▒▒▒ ▒▒▒▒▒ ▒▒▒▒ ▒▒▒▒▒▒ ▒▒▒ ▒▒▒▒▒▒▒▒ ▒▒▒▒▒ ▒▒▒▒ ▒▒▒▒▒▒ ▒▒▒▒▒ ▒▒▒▒ ▒▒▒▒▒▒▒ ▒▒▒▒▒ ▒▒▒▒ ▒▒▒▒ ▒▒▒▒▒ ▒▒▒▒▒▒ ▒▒▒▒ ▒▒▒▒▒ ▒▒▒▒▒▒ ▒▒▒ (376, 530, 494, 580)
ad-price: 35c (55, 730, 85, 752)
column-6 (602, 18, 711, 808)
article-body-text: ▒▒▒▒ ▒▒▒▒ ▒▒▒▒▒ ▒▒▒▒▒▒ ▒▒▒ ▒▒▒▒▒▒▒▒ ▒▒▒▒ ▒▒▒▒▒▒ ▒▒▒▒▒ ▒▒▒▒ ▒▒▒▒▒▒▒ ▒▒▒▒▒ ▒▒▒▒ ▒▒▒▒▒▒ ▒▒▒ ▒▒▒▒▒▒▒▒ ▒▒▒▒▒ ▒▒▒▒ ▒▒▒▒▒▒ ▒▒▒▒▒ ▒▒▒▒ ▒▒▒▒▒▒▒ ▒▒▒▒▒ ▒▒▒▒ ▒▒▒▒ ▒▒▒▒▒ ▒▒▒▒▒▒ ▒▒▒▒ ▒▒▒▒▒ ▒▒▒▒▒▒ ▒▒▒ ▒▒▒▒▒▒▒▒ ▒▒▒▒ ▒▒▒▒▒▒ ▒▒▒▒▒ ▒▒▒▒ ▒▒▒▒▒▒▒ ▒▒▒▒▒ ▒▒▒▒ ▒▒▒▒▒▒ ▒▒▒ ▒▒▒▒▒▒▒▒ ▒▒▒▒▒ ▒▒▒▒ ▒▒▒▒▒▒ ▒▒▒▒▒ ▒▒▒▒ ▒▒▒▒▒▒▒ ▒▒▒▒▒ ▒▒▒▒ ▒▒▒▒ ▒▒▒▒▒ ▒▒▒▒▒▒ ▒▒▒▒ ▒▒▒▒▒ ▒▒▒▒▒▒ ▒▒▒ ▒▒▒▒▒▒▒▒ ▒▒▒▒ ▒▒▒▒▒▒ ▒▒▒▒▒ ▒▒▒▒ ▒▒▒▒▒▒▒ ▒▒▒▒▒ ▒▒▒▒ ▒▒▒▒▒▒ ▒▒▒ ▒▒▒▒▒▒▒▒ ▒▒▒▒▒ ▒▒▒▒ ▒▒▒▒▒▒ ▒▒▒▒▒ ▒▒▒▒ ▒▒▒▒▒▒▒ ▒▒▒▒▒ ▒▒▒▒ ▒▒▒▒ ▒▒▒▒▒ ▒▒▒▒▒▒ ▒▒▒▒ ▒▒▒▒▒ ▒▒▒▒▒▒ ▒▒▒ (261, 306, 369, 389)
subhead: WHO'S WHO AMONG VICTIMS. (147, 387, 251, 395)
market-text: ▒▒▒▒ ▒▒▒▒ ▒▒▒▒▒ ▒▒▒▒▒▒ ▒▒▒ ▒▒▒▒▒▒▒▒ ▒▒▒▒ ▒▒▒▒▒▒ ▒▒▒▒▒ ▒▒▒▒ ▒▒▒▒▒▒▒ ▒▒▒▒▒ ▒▒▒▒ ▒▒▒▒▒▒ ▒▒▒ ▒▒▒▒▒▒▒▒ ▒▒▒▒▒ ▒▒▒▒ ▒▒▒▒▒▒ ▒▒▒▒▒ ▒▒▒▒ ▒▒▒▒▒▒▒ (605, 323, 708, 350)
market-text: ▒▒▒▒ ▒▒▒▒ ▒▒▒▒▒ ▒▒▒▒▒▒ ▒▒▒ ▒▒▒▒▒▒▒▒ ▒▒▒▒ ▒▒▒▒▒▒ ▒▒▒▒▒ ▒▒▒▒ ▒▒▒▒▒▒▒ ▒▒▒▒▒ ▒▒▒▒ ▒▒▒▒▒▒ ▒▒▒ ▒▒▒▒▒▒▒▒ ▒▒▒▒▒ ▒▒▒▒ ▒▒▒▒▒▒ ▒▒▒▒▒ ▒▒▒▒ ▒▒▒▒▒▒▒ ▒▒▒▒▒ ▒▒▒▒ ▒▒▒▒ ▒▒▒▒▒ ▒▒▒▒▒▒ ▒▒▒▒ ▒▒▒▒▒ ▒▒▒▒▒▒ ▒▒▒ ▒▒▒▒▒▒▒▒ ▒▒▒▒ ▒▒▒▒▒▒ ▒▒▒▒▒ ▒▒▒▒ ▒▒▒▒▒▒▒ ▒▒▒▒▒ ▒▒▒▒ ▒▒▒▒▒▒ ▒▒▒ ▒▒▒▒▒▒▒▒ ▒▒▒▒▒ ▒▒▒▒ ▒▒▒▒▒▒ ▒▒▒▒▒ ▒▒▒▒ ▒▒▒▒▒▒▒ ▒▒▒▒▒ ▒▒▒▒ ▒▒▒▒ (501, 348, 598, 403)
market-text: ▒▒▒▒ ▒▒▒▒ ▒▒▒▒▒ ▒▒▒▒▒▒ ▒▒▒ ▒▒▒▒▒▒▒▒ ▒▒▒▒ ▒▒▒▒▒▒ ▒▒▒▒▒ ▒▒▒▒ ▒▒▒▒▒▒▒ ▒▒▒▒▒ ▒▒▒▒ ▒▒▒▒▒▒ ▒▒▒ ▒▒▒▒▒▒▒▒ ▒▒▒▒▒ ▒▒▒▒ ▒▒▒▒▒▒ ▒▒▒▒▒ ▒▒▒▒ ▒▒▒▒▒▒▒ ▒▒▒▒▒ ▒▒▒▒ ▒▒▒▒ ▒▒▒▒▒ ▒▒▒▒▒▒ ▒▒▒▒ ▒▒▒▒▒ ▒▒▒▒▒▒ (501, 414, 598, 447)
subhead: Passengers Accounted For. (275, 390, 355, 398)
masthead-title: THE TOPEKA DAILY STATE JOURNAL—APRIL 17, 1912 (231, 3, 480, 13)
article-body-text: ▒▒▒▒▒▒ ▒▒▒▒ ▒▒▒▒▒ ▒▒▒▒▒ ▒▒▒ ▒▒▒▒▒▒▒ ▒▒▒▒ ▒▒▒▒ ▒▒▒▒▒▒ ▒▒▒▒▒ ▒▒▒ ▒▒▒▒▒▒▒ ▒▒▒▒ ▒▒▒▒▒▒ ▒▒▒▒▒ ▒▒▒▒ ▒▒▒▒▒▒▒ ▒▒▒ ▒▒▒▒▒ ▒▒▒▒▒▒ ▒▒▒▒ ▒▒▒▒▒▒▒ ▒▒▒▒▒ ▒▒▒▒ ▒▒▒▒▒ ▒▒▒▒▒▒ ▒▒▒▒ ▒▒▒ ▒▒▒▒▒▒▒▒ ▒▒▒▒▒ ▒▒▒▒ ▒▒▒▒▒▒ ▒▒▒▒ ▒▒▒▒▒ ▒▒▒▒▒▒ ▒▒▒ ▒▒▒▒▒▒▒ ▒▒▒▒ ▒▒▒▒▒ ▒▒▒▒▒▒ ▒▒▒▒ ▒▒▒▒▒ ▒▒▒▒▒▒▒ ▒▒▒▒ ▒▒▒▒ ▒▒▒▒▒ ▒▒▒▒▒▒ ▒▒▒▒ ▒▒▒▒▒▒ ▒▒▒▒▒ ▒▒▒▒ ▒▒▒▒▒▒ ▒▒▒ ▒▒▒▒▒▒▒ ▒▒▒▒ ▒▒▒▒▒ ▒▒▒▒▒▒ ▒▒▒▒ ▒▒▒▒▒ ▒▒▒ ▒▒▒▒▒▒▒ ▒▒▒▒▒ ▒▒▒▒ ▒▒▒▒▒▒ ▒▒▒▒ ▒▒▒▒ ▒▒▒▒▒▒ ▒▒▒▒ ▒▒▒▒▒▒▒ ▒▒▒▒▒ ▒▒▒ ▒▒▒▒▒ ▒▒▒▒▒▒ ▒▒▒▒ ▒▒▒▒▒▒▒ ▒▒▒▒ ▒▒▒▒▒ ▒▒▒▒ ▒▒▒▒▒▒ ▒▒▒▒▒ ▒▒▒▒ ▒▒▒▒▒▒▒ ▒▒▒▒ ▒▒▒▒▒ ▒▒▒▒▒▒ ▒▒▒ ▒▒▒▒▒▒ ▒▒▒▒ ▒▒▒▒▒▒▒ ▒▒▒▒▒ ▒▒▒▒ ▒▒▒▒▒▒ ▒▒▒▒ ▒▒▒▒▒▒▒ ▒▒▒▒▒ ▒▒▒▒ ▒▒▒▒▒▒ (376, 243, 494, 331)
headline-deck: Cloudy Weather and Frost Have a Bullish Effect. (388, 73, 482, 107)
article-body-text: ▒▒▒▒ ▒▒▒▒ ▒▒▒▒▒ ▒▒▒▒▒▒ ▒▒▒ ▒▒▒▒▒▒▒▒ ▒▒▒▒ ▒▒▒▒▒▒ ▒▒▒▒▒ ▒▒▒▒ ▒▒▒▒▒▒▒ ▒▒▒▒▒ ▒▒▒▒ ▒▒▒▒▒▒ ▒▒▒ ▒▒▒▒▒▒▒▒ ▒▒▒▒▒ ▒▒▒▒ ▒▒▒▒▒▒ ▒▒▒▒▒ ▒▒▒▒ ▒▒▒▒▒▒▒ ▒▒▒▒▒ ▒▒▒▒ ▒▒▒▒ ▒▒▒▒▒ ▒▒▒▒▒▒ ▒▒▒▒ ▒▒▒▒▒ ▒▒▒▒▒▒ ▒▒▒ ▒▒▒▒▒▒▒▒ ▒▒▒▒ ▒▒▒▒▒▒ ▒▒▒▒▒ ▒▒▒▒ ▒▒▒▒▒▒▒ ▒▒▒▒▒ ▒▒▒▒ ▒▒▒▒▒▒ ▒▒▒ ▒▒▒▒▒▒▒▒ ▒▒▒▒▒ ▒▒▒▒ ▒▒▒▒▒▒ ▒▒▒▒▒ ▒▒▒▒ ▒▒▒▒▒▒▒ ▒▒▒▒▒ ▒▒▒▒ ▒▒▒▒ ▒▒▒▒▒ ▒▒▒▒▒▒ ▒▒▒▒ ▒▒▒▒▒ ▒▒▒▒▒▒ ▒▒▒ ▒▒▒▒▒▒▒▒ ▒▒▒▒ ▒▒▒▒▒▒ ▒▒▒▒▒ ▒▒▒▒ ▒▒▒▒▒▒▒ ▒▒▒▒▒ ▒▒▒▒ ▒▒▒▒▒▒ ▒▒▒ ▒▒▒▒▒▒▒▒ ▒▒▒▒▒ ▒▒▒▒ ▒▒▒▒▒▒ ▒▒▒▒▒ ▒▒▒▒ ▒▒▒▒▒▒▒ ▒▒▒▒▒ ▒▒▒▒ ▒▒▒▒ ▒▒▒▒▒ ▒▒▒▒▒▒ ▒▒▒▒ ▒▒▒▒▒ ▒▒▒▒▒▒ ▒▒▒ ▒▒▒▒▒▒▒▒ ▒▒▒▒ ▒▒▒▒▒▒ ▒▒▒▒▒ ▒▒▒▒ ▒▒▒▒▒▒▒ ▒▒▒▒▒ ▒▒▒▒ ▒▒▒▒▒▒ (376, 417, 494, 500)
market-text: ▒▒▒▒ ▒▒▒▒ ▒▒▒▒▒ ▒▒▒▒▒▒ ▒▒▒ ▒▒▒▒▒▒▒▒ ▒▒▒▒ ▒▒▒▒▒▒ ▒▒▒▒▒ ▒▒▒▒ ▒▒▒▒▒▒▒ ▒▒▒▒▒ ▒▒▒▒ ▒▒▒▒▒▒ ▒▒▒ ▒▒▒▒▒▒▒▒ ▒▒▒▒▒ ▒▒▒▒ ▒▒▒▒▒▒ ▒▒▒▒▒ ▒▒▒▒ ▒▒▒▒▒▒▒ ▒▒▒▒▒ ▒▒▒▒ ▒▒▒▒ ▒▒▒▒▒ ▒▒▒▒▒▒ ▒▒▒▒ ▒▒▒▒▒ ▒▒▒▒▒▒ (605, 279, 708, 312)
market-heading: Kansas City Grain Market. (504, 148, 595, 155)
masthead (0, 0, 711, 17)
headline-deck: Continued Reports of Winter Killed Wheat Comes In. (386, 113, 484, 147)
titanic-headline: TITANIC DISASTER. (31, 19, 109, 51)
page-number: 2 (4, 2, 10, 13)
pineapple-ad (2, 675, 138, 809)
market-text: ▒▒▒▒ ▒▒▒▒ ▒▒▒▒▒ ▒▒▒▒▒▒ ▒▒▒ ▒▒▒▒▒▒▒▒ ▒▒▒▒ ▒▒▒▒▒▒ ▒▒▒▒▒ ▒▒▒▒ ▒▒▒▒▒▒▒ ▒▒▒▒▒ ▒▒▒▒ ▒▒▒▒▒▒ ▒▒▒ ▒▒▒▒▒▒▒▒ ▒▒▒▒▒ ▒▒▒▒ ▒▒▒▒▒▒ ▒▒▒▒▒ ▒▒▒▒ ▒▒▒▒▒▒▒ (605, 18, 708, 45)
column-3 (258, 18, 372, 808)
article-body-text: ▒▒▒▒ ▒▒▒▒ ▒▒▒▒▒ ▒▒▒▒▒▒ ▒▒▒ ▒▒▒▒▒▒▒▒ ▒▒▒▒ ▒▒▒▒▒▒ ▒▒▒▒▒ ▒▒▒▒ ▒▒▒▒▒▒▒ ▒▒▒▒▒ ▒▒▒▒ ▒▒▒▒▒▒ ▒▒▒ ▒▒▒▒▒▒▒▒ ▒▒▒▒▒ ▒▒▒▒ ▒▒▒▒▒▒ ▒▒▒▒▒ ▒▒▒▒ ▒▒▒▒▒▒▒ ▒▒▒▒▒ ▒▒▒▒ ▒▒▒▒ ▒▒▒▒▒ ▒▒▒▒▒▒ ▒▒▒▒ ▒▒▒▒▒ ▒▒▒▒▒▒ ▒▒▒ ▒▒▒▒▒▒▒▒ ▒▒▒▒ ▒▒▒▒▒▒ ▒▒▒▒▒ ▒▒▒▒ ▒▒▒▒▒▒▒ (501, 18, 598, 62)
subhead: HOW THE BIG SHIP SANK. (155, 270, 243, 278)
grain-nervous-headline: GRAIN IS NERVOUS (385, 21, 485, 68)
